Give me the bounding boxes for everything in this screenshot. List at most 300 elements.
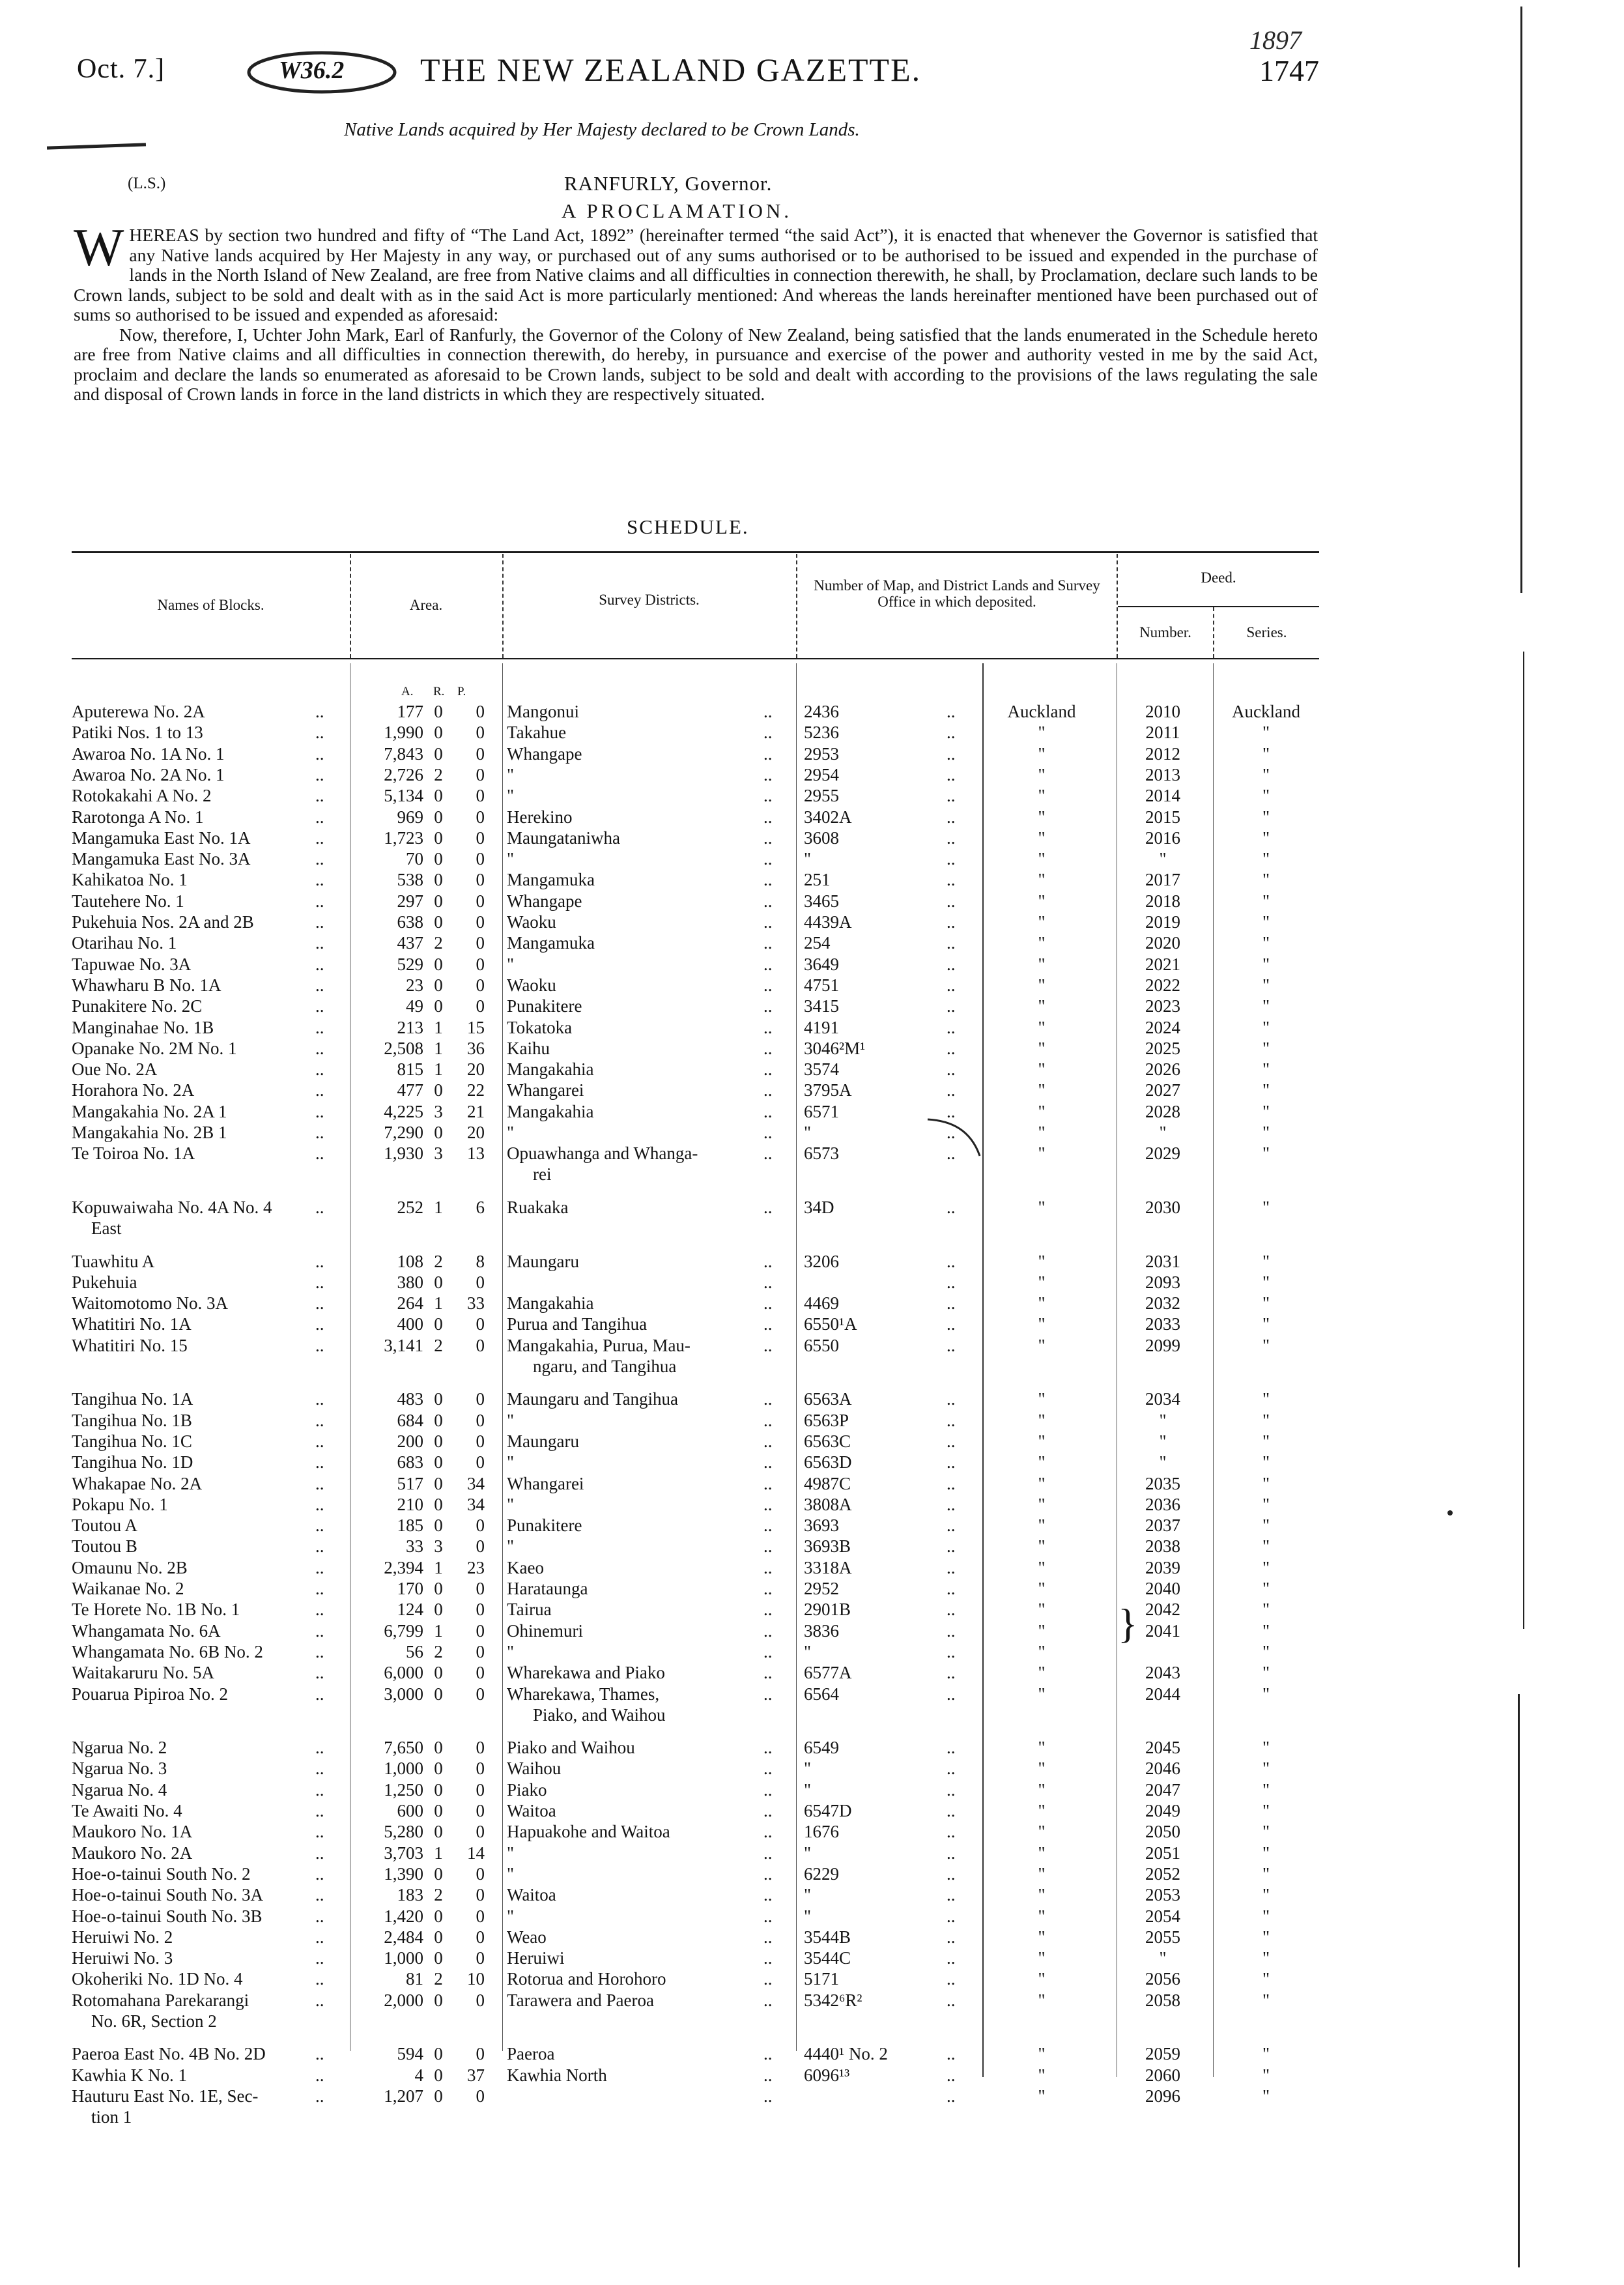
survey-district: Rotorua and Horohoro bbox=[507, 1969, 666, 1989]
table-row bbox=[0, 1947, 1624, 1968]
deed-series: " bbox=[1262, 1473, 1270, 1493]
dot-leader: .. bbox=[315, 1801, 324, 1820]
area-roods: 0 bbox=[434, 1863, 443, 1884]
survey-office: " bbox=[1038, 1410, 1046, 1430]
dot-leader: .. bbox=[947, 1197, 956, 1217]
dot-leader: .. bbox=[315, 1759, 324, 1779]
block-name: Kahikatoa No. 1 bbox=[72, 870, 188, 890]
area-perches: 0 bbox=[476, 1452, 485, 1473]
deed-number: 2046 bbox=[1145, 1759, 1180, 1779]
block-name: Rotokakahi A No. 2 bbox=[72, 786, 212, 806]
deed-series: " bbox=[1262, 1143, 1270, 1164]
map-number: 6096¹³ bbox=[804, 2065, 850, 2085]
area-roods: 0 bbox=[434, 954, 443, 974]
deed-series: " bbox=[1262, 1080, 1270, 1100]
map-number: 3795A bbox=[804, 1080, 852, 1100]
map-number: 3206 bbox=[804, 1251, 839, 1271]
area-perches: 0 bbox=[476, 2044, 485, 2064]
map-number: 2953 bbox=[804, 743, 839, 764]
area-roods: 3 bbox=[434, 1143, 443, 1164]
area-roods: 0 bbox=[434, 1684, 443, 1704]
deed-number: 2011 bbox=[1145, 723, 1180, 743]
survey-district: " bbox=[507, 1410, 515, 1430]
dot-leader: .. bbox=[763, 1389, 773, 1409]
table-row bbox=[0, 1599, 1624, 1620]
deed-series: " bbox=[1262, 1822, 1270, 1842]
table-row bbox=[0, 1017, 1624, 1038]
deed-number: 2096 bbox=[1145, 2086, 1180, 2106]
dot-leader: .. bbox=[947, 1080, 956, 1100]
table-row bbox=[0, 764, 1624, 785]
survey-office: " bbox=[1038, 1990, 1046, 2010]
area-acres: 529 bbox=[397, 954, 423, 974]
drop-cap: W bbox=[74, 218, 124, 277]
deed-number: 2019 bbox=[1145, 912, 1180, 932]
deed-number: 2049 bbox=[1145, 1801, 1180, 1820]
dot-leader: .. bbox=[763, 870, 773, 890]
deed-series: " bbox=[1262, 1557, 1270, 1577]
dot-leader: .. bbox=[947, 1843, 956, 1863]
survey-office: " bbox=[1038, 807, 1046, 827]
area-acres: 3,141 bbox=[384, 1335, 423, 1355]
dot-leader: .. bbox=[947, 1906, 956, 1926]
dot-leader: .. bbox=[763, 1557, 773, 1577]
deed-number: 2022 bbox=[1145, 975, 1180, 995]
table-row bbox=[0, 912, 1624, 932]
area-acres: 517 bbox=[397, 1473, 423, 1493]
deed-series: " bbox=[1262, 1038, 1270, 1058]
deed-series: " bbox=[1262, 975, 1270, 995]
survey-office: " bbox=[1038, 975, 1046, 995]
dot-leader: .. bbox=[947, 1272, 956, 1292]
deed-number: 2016 bbox=[1145, 827, 1180, 848]
deed-number: 2035 bbox=[1145, 1473, 1180, 1493]
area-perches: 0 bbox=[476, 1885, 485, 1905]
area-perches: 10 bbox=[467, 1969, 485, 1989]
area-perches: 0 bbox=[476, 1579, 485, 1598]
table-row bbox=[0, 1293, 1624, 1314]
survey-office: " bbox=[1038, 2065, 1046, 2085]
survey-office: " bbox=[1038, 1759, 1046, 1779]
dot-leader: .. bbox=[315, 1410, 324, 1430]
survey-district: Mangonui bbox=[507, 702, 579, 721]
map-number: 6563P bbox=[804, 1410, 849, 1430]
dot-leader: .. bbox=[315, 1557, 324, 1577]
dot-leader: .. bbox=[763, 1473, 773, 1493]
deed-number: 2013 bbox=[1145, 764, 1180, 784]
dot-leader: .. bbox=[315, 1452, 324, 1473]
dot-leader: .. bbox=[947, 827, 956, 848]
table-row bbox=[0, 1620, 1624, 1641]
area-acres: 594 bbox=[397, 2044, 423, 2064]
survey-district: Mangakahia, Purua, Mau- bbox=[507, 1335, 691, 1355]
deed-sub-rule bbox=[1118, 606, 1319, 607]
scan-edge bbox=[1520, 7, 1522, 593]
map-number: 3808A bbox=[804, 1494, 852, 1514]
map-number: 3046²M¹ bbox=[804, 1038, 866, 1058]
deed-number: 2058 bbox=[1145, 1990, 1180, 2010]
area-acres: 185 bbox=[397, 1516, 423, 1536]
dot-leader: .. bbox=[947, 1801, 956, 1820]
survey-district: Whangape bbox=[507, 891, 582, 911]
survey-district: Hapuakohe and Waitoa bbox=[507, 1822, 670, 1842]
dot-leader: .. bbox=[947, 1620, 956, 1641]
area-roods: 0 bbox=[434, 1801, 443, 1820]
header-deed: Deed. bbox=[1201, 569, 1236, 586]
map-number: 3402A bbox=[804, 807, 852, 827]
deed-series: " bbox=[1262, 1389, 1270, 1409]
dot-leader: .. bbox=[947, 743, 956, 764]
area-acres: 3,703 bbox=[384, 1843, 423, 1863]
table-row bbox=[0, 743, 1624, 764]
deed-series: " bbox=[1262, 723, 1270, 743]
area-roods: 0 bbox=[434, 1738, 443, 1758]
area-acres: 6,799 bbox=[384, 1620, 423, 1641]
survey-office: " bbox=[1038, 1516, 1046, 1536]
deed-number: " bbox=[1159, 1410, 1167, 1430]
table-row bbox=[0, 869, 1624, 890]
table-row bbox=[0, 2065, 1624, 2086]
area-perches: 0 bbox=[476, 807, 485, 827]
survey-office: " bbox=[1038, 1779, 1046, 1800]
area-roods: 0 bbox=[434, 807, 443, 827]
survey-office: " bbox=[1038, 1843, 1046, 1863]
area-roods: 0 bbox=[434, 827, 443, 848]
dot-leader: .. bbox=[947, 786, 956, 806]
survey-district: Mangakahia bbox=[507, 1293, 594, 1314]
area-perches: 0 bbox=[476, 996, 485, 1016]
deed-number: 2060 bbox=[1145, 2065, 1180, 2085]
dot-leader: .. bbox=[763, 891, 773, 911]
area-perches: 0 bbox=[476, 1990, 485, 2010]
area-roods: 0 bbox=[434, 2086, 443, 2106]
survey-office: " bbox=[1038, 1017, 1046, 1037]
map-number: 3649 bbox=[804, 954, 839, 974]
map-number: 2952 bbox=[804, 1579, 839, 1598]
deed-number: 2052 bbox=[1145, 1863, 1180, 1884]
schedule-heading: SCHEDULE. bbox=[627, 515, 749, 538]
dot-leader: .. bbox=[315, 1738, 324, 1758]
area-perches: 13 bbox=[467, 1143, 485, 1164]
table-row bbox=[0, 1080, 1624, 1100]
survey-district: Takahue bbox=[507, 723, 567, 743]
table-row bbox=[0, 975, 1624, 996]
area-roods: 0 bbox=[434, 1663, 443, 1683]
deed-number: 2041 bbox=[1145, 1620, 1180, 1641]
block-name: Tapuwae No. 3A bbox=[72, 954, 192, 974]
area-acres: 1,990 bbox=[384, 723, 423, 743]
area-perches: 21 bbox=[467, 1101, 485, 1121]
deed-series: Auckland bbox=[1232, 702, 1300, 721]
dot-leader: .. bbox=[763, 1080, 773, 1100]
dot-leader: .. bbox=[315, 743, 324, 764]
area-roods: 1 bbox=[434, 1293, 443, 1314]
dot-leader: .. bbox=[947, 1101, 956, 1121]
survey-office: " bbox=[1038, 1431, 1046, 1451]
area-perches: 0 bbox=[476, 1948, 485, 1968]
dot-leader: .. bbox=[947, 807, 956, 827]
survey-office: " bbox=[1038, 1822, 1046, 1842]
dot-leader: .. bbox=[947, 723, 956, 743]
survey-office: " bbox=[1038, 891, 1046, 911]
block-name: Hoe-o-tainui South No. 3A bbox=[72, 1885, 263, 1905]
area-perches: 6 bbox=[476, 1197, 485, 1217]
dot-leader: .. bbox=[947, 891, 956, 911]
survey-district: Mangamuka bbox=[507, 933, 595, 953]
map-number: 6549 bbox=[804, 1738, 839, 1758]
dot-leader: .. bbox=[947, 870, 956, 890]
dot-leader: .. bbox=[947, 1143, 956, 1164]
area-acres: 683 bbox=[397, 1452, 423, 1473]
area-perches: 22 bbox=[467, 1080, 485, 1100]
deed-series: " bbox=[1262, 1885, 1270, 1905]
dot-leader: .. bbox=[763, 1335, 773, 1355]
area-perches: 0 bbox=[476, 2086, 485, 2106]
area-roods: 2 bbox=[434, 764, 443, 784]
deed-series: " bbox=[1262, 1927, 1270, 1947]
deed-number: 2030 bbox=[1145, 1197, 1180, 1217]
table-row bbox=[0, 1557, 1624, 1578]
block-name: Otarihau No. 1 bbox=[72, 933, 177, 953]
survey-office: " bbox=[1038, 1600, 1046, 1620]
deed-series: " bbox=[1262, 1251, 1270, 1271]
area-acres: 600 bbox=[397, 1801, 423, 1820]
table-row bbox=[0, 785, 1624, 806]
dot-leader: .. bbox=[763, 2044, 773, 2064]
area-acres: 170 bbox=[397, 1579, 423, 1598]
dot-leader: .. bbox=[315, 1969, 324, 1989]
dot-leader: .. bbox=[947, 1779, 956, 1800]
dot-leader: .. bbox=[947, 2086, 956, 2106]
area-roods: 2 bbox=[434, 1885, 443, 1905]
deed-series: " bbox=[1262, 1990, 1270, 2010]
area-roods: 0 bbox=[434, 723, 443, 743]
dot-leader: .. bbox=[763, 1600, 773, 1620]
header-number: Number. bbox=[1139, 624, 1191, 640]
area-perches: 0 bbox=[476, 1620, 485, 1641]
deed-number: 2029 bbox=[1145, 1143, 1180, 1164]
dot-leader: .. bbox=[763, 1801, 773, 1820]
survey-district-continued: ngaru, and Tangihua bbox=[533, 1356, 677, 1376]
survey-office: " bbox=[1038, 1101, 1046, 1121]
dot-leader: .. bbox=[315, 975, 324, 995]
area-perches: 0 bbox=[476, 1906, 485, 1926]
block-name: Paeroa East No. 4B No. 2D bbox=[72, 2044, 266, 2064]
table-row bbox=[0, 2086, 1624, 2127]
area-perches: 0 bbox=[476, 743, 485, 764]
dot-leader: .. bbox=[947, 912, 956, 932]
area-acres: 297 bbox=[397, 891, 423, 911]
table-row bbox=[0, 722, 1624, 743]
block-name: Pukehuia Nos. 2A and 2B bbox=[72, 912, 254, 932]
area-roods: 0 bbox=[434, 1927, 443, 1947]
dot-leader: .. bbox=[947, 1822, 956, 1842]
dot-leader: .. bbox=[315, 933, 324, 953]
deed-series: " bbox=[1262, 2065, 1270, 2085]
area-acres: 2,508 bbox=[384, 1038, 423, 1058]
pen-mark bbox=[47, 143, 146, 149]
dot-leader: .. bbox=[315, 764, 324, 784]
dot-leader: .. bbox=[947, 1335, 956, 1355]
dot-leader: .. bbox=[947, 1663, 956, 1683]
survey-office: " bbox=[1038, 1314, 1046, 1334]
dot-leader: .. bbox=[763, 1620, 773, 1641]
dot-leader: .. bbox=[947, 1927, 956, 1947]
block-name: Oue No. 2A bbox=[72, 1059, 158, 1080]
table-row bbox=[0, 1272, 1624, 1293]
area-acres: 213 bbox=[397, 1017, 423, 1037]
table-top-rule bbox=[72, 551, 1319, 553]
dot-leader: .. bbox=[763, 1948, 773, 1968]
deed-series: " bbox=[1262, 1335, 1270, 1355]
deed-number: 2044 bbox=[1145, 1684, 1180, 1704]
area-acres: 264 bbox=[397, 1293, 423, 1314]
block-name: Horahora No. 2A bbox=[72, 1080, 195, 1100]
dot-leader: .. bbox=[763, 1579, 773, 1598]
deed-number: 2042 bbox=[1145, 1600, 1180, 1620]
area-acres: 33 bbox=[406, 1536, 423, 1557]
dot-leader: .. bbox=[315, 1948, 324, 1968]
map-number: " bbox=[804, 1123, 812, 1142]
dot-leader: .. bbox=[763, 1822, 773, 1842]
dot-leader: .. bbox=[763, 1272, 773, 1292]
table-row bbox=[0, 1758, 1624, 1779]
map-number: 3415 bbox=[804, 996, 839, 1016]
deed-number: " bbox=[1159, 1948, 1167, 1968]
deed-series: " bbox=[1262, 891, 1270, 911]
block-name: Whatitiri No. 1A bbox=[72, 1314, 192, 1334]
area-perches: 0 bbox=[476, 870, 485, 890]
table-row bbox=[0, 1737, 1624, 1758]
dot-leader: .. bbox=[763, 849, 773, 869]
deed-number: 2099 bbox=[1145, 1335, 1180, 1355]
area-acres: 252 bbox=[397, 1197, 423, 1217]
dot-leader: .. bbox=[315, 1600, 324, 1620]
survey-district: Wharekawa and Piako bbox=[507, 1663, 665, 1683]
area-roods: 1 bbox=[434, 1017, 443, 1037]
table-row bbox=[0, 807, 1624, 827]
dot-leader: .. bbox=[947, 1759, 956, 1779]
area-roods: 0 bbox=[434, 1906, 443, 1926]
dot-leader: .. bbox=[315, 1494, 324, 1514]
area-perches: 0 bbox=[476, 1738, 485, 1758]
deed-series: " bbox=[1262, 1272, 1270, 1292]
map-number: 6564 bbox=[804, 1684, 839, 1704]
map-number: 4987C bbox=[804, 1473, 851, 1493]
area-perches: 0 bbox=[476, 1863, 485, 1884]
table-row bbox=[0, 1473, 1624, 1494]
block-name: Awaroa No. 1A No. 1 bbox=[72, 743, 225, 764]
header-date: Oct. 7.] bbox=[77, 54, 165, 84]
area-acres: 638 bbox=[397, 912, 423, 932]
dot-leader: .. bbox=[763, 1863, 773, 1884]
survey-district: " bbox=[507, 786, 515, 806]
dot-leader: .. bbox=[763, 1885, 773, 1905]
table-row bbox=[0, 1515, 1624, 1536]
deed-series: " bbox=[1262, 1906, 1270, 1926]
dot-leader: .. bbox=[315, 954, 324, 974]
block-name: Waikanae No. 2 bbox=[72, 1579, 184, 1598]
table-row bbox=[0, 1197, 1624, 1239]
dot-leader: .. bbox=[315, 1059, 324, 1080]
area-perches: 0 bbox=[476, 1822, 485, 1842]
deed-series: " bbox=[1262, 1738, 1270, 1758]
deed-number: 2028 bbox=[1145, 1101, 1180, 1121]
governor-signature: RANFURLY, Governor. bbox=[564, 172, 773, 195]
map-number: 2436 bbox=[804, 702, 839, 721]
area-acres: 23 bbox=[406, 975, 423, 995]
block-name: Okoheriki No. 1D No. 4 bbox=[72, 1969, 243, 1989]
area-acres: 1,000 bbox=[384, 1759, 423, 1779]
area-perches: 0 bbox=[476, 827, 485, 848]
survey-district: Kawhia North bbox=[507, 2065, 607, 2085]
dot-leader: .. bbox=[947, 764, 956, 784]
map-number: 6563D bbox=[804, 1452, 852, 1473]
dot-leader: .. bbox=[763, 1927, 773, 1947]
dot-leader: .. bbox=[763, 933, 773, 953]
block-name: Heruiwi No. 2 bbox=[72, 1927, 173, 1947]
deed-series: " bbox=[1262, 764, 1270, 784]
dot-leader: .. bbox=[763, 764, 773, 784]
dot-leader: .. bbox=[315, 1143, 324, 1164]
table-row bbox=[0, 701, 1624, 722]
deed-series: " bbox=[1262, 1641, 1270, 1661]
dot-leader: .. bbox=[315, 1293, 324, 1314]
deed-number: 2054 bbox=[1145, 1906, 1180, 1926]
area-perches: 0 bbox=[476, 975, 485, 995]
dot-leader: .. bbox=[947, 1123, 956, 1142]
area-perches: 0 bbox=[476, 912, 485, 932]
dot-leader: .. bbox=[763, 1494, 773, 1514]
area-acres: 5,134 bbox=[384, 786, 423, 806]
area-roods: 0 bbox=[434, 975, 443, 995]
deed-number: 2023 bbox=[1145, 996, 1180, 1016]
survey-district: Maungataniwha bbox=[507, 827, 620, 848]
block-name: Maukoro No. 2A bbox=[72, 1843, 193, 1863]
survey-office: " bbox=[1038, 827, 1046, 848]
dot-leader: .. bbox=[763, 1038, 773, 1058]
area-acres: 7,290 bbox=[384, 1123, 423, 1142]
area-roods: 0 bbox=[434, 870, 443, 890]
deed-series: " bbox=[1262, 1017, 1270, 1037]
block-name: Hauturu East No. 1E, Sec- bbox=[72, 2086, 259, 2106]
survey-district: Waitoa bbox=[507, 1801, 556, 1820]
area-perches: 0 bbox=[476, 702, 485, 721]
map-number: 254 bbox=[804, 933, 831, 953]
table-row bbox=[0, 1452, 1624, 1473]
survey-district: Mangakahia bbox=[507, 1101, 594, 1121]
area-acres: 380 bbox=[397, 1272, 423, 1292]
deed-number: 2032 bbox=[1145, 1293, 1180, 1314]
survey-office: " bbox=[1038, 1927, 1046, 1947]
area-acres: 815 bbox=[397, 1059, 423, 1080]
area-acres: 969 bbox=[397, 807, 423, 827]
area-roods: 2 bbox=[434, 1641, 443, 1661]
dot-leader: .. bbox=[947, 1969, 956, 1989]
dot-leader: .. bbox=[763, 1906, 773, 1926]
dot-leader: .. bbox=[947, 1948, 956, 1968]
dot-leader: .. bbox=[763, 912, 773, 932]
proclamation-body bbox=[74, 218, 1318, 405]
survey-office: " bbox=[1038, 1801, 1046, 1820]
header-bottom-rule bbox=[72, 658, 1319, 659]
deed-number: 2026 bbox=[1145, 1059, 1180, 1080]
map-number: 34D bbox=[804, 1197, 834, 1217]
survey-office: " bbox=[1038, 1557, 1046, 1577]
survey-office: " bbox=[1038, 1452, 1046, 1473]
survey-district: " bbox=[507, 1452, 515, 1473]
survey-office: " bbox=[1038, 1948, 1046, 1968]
